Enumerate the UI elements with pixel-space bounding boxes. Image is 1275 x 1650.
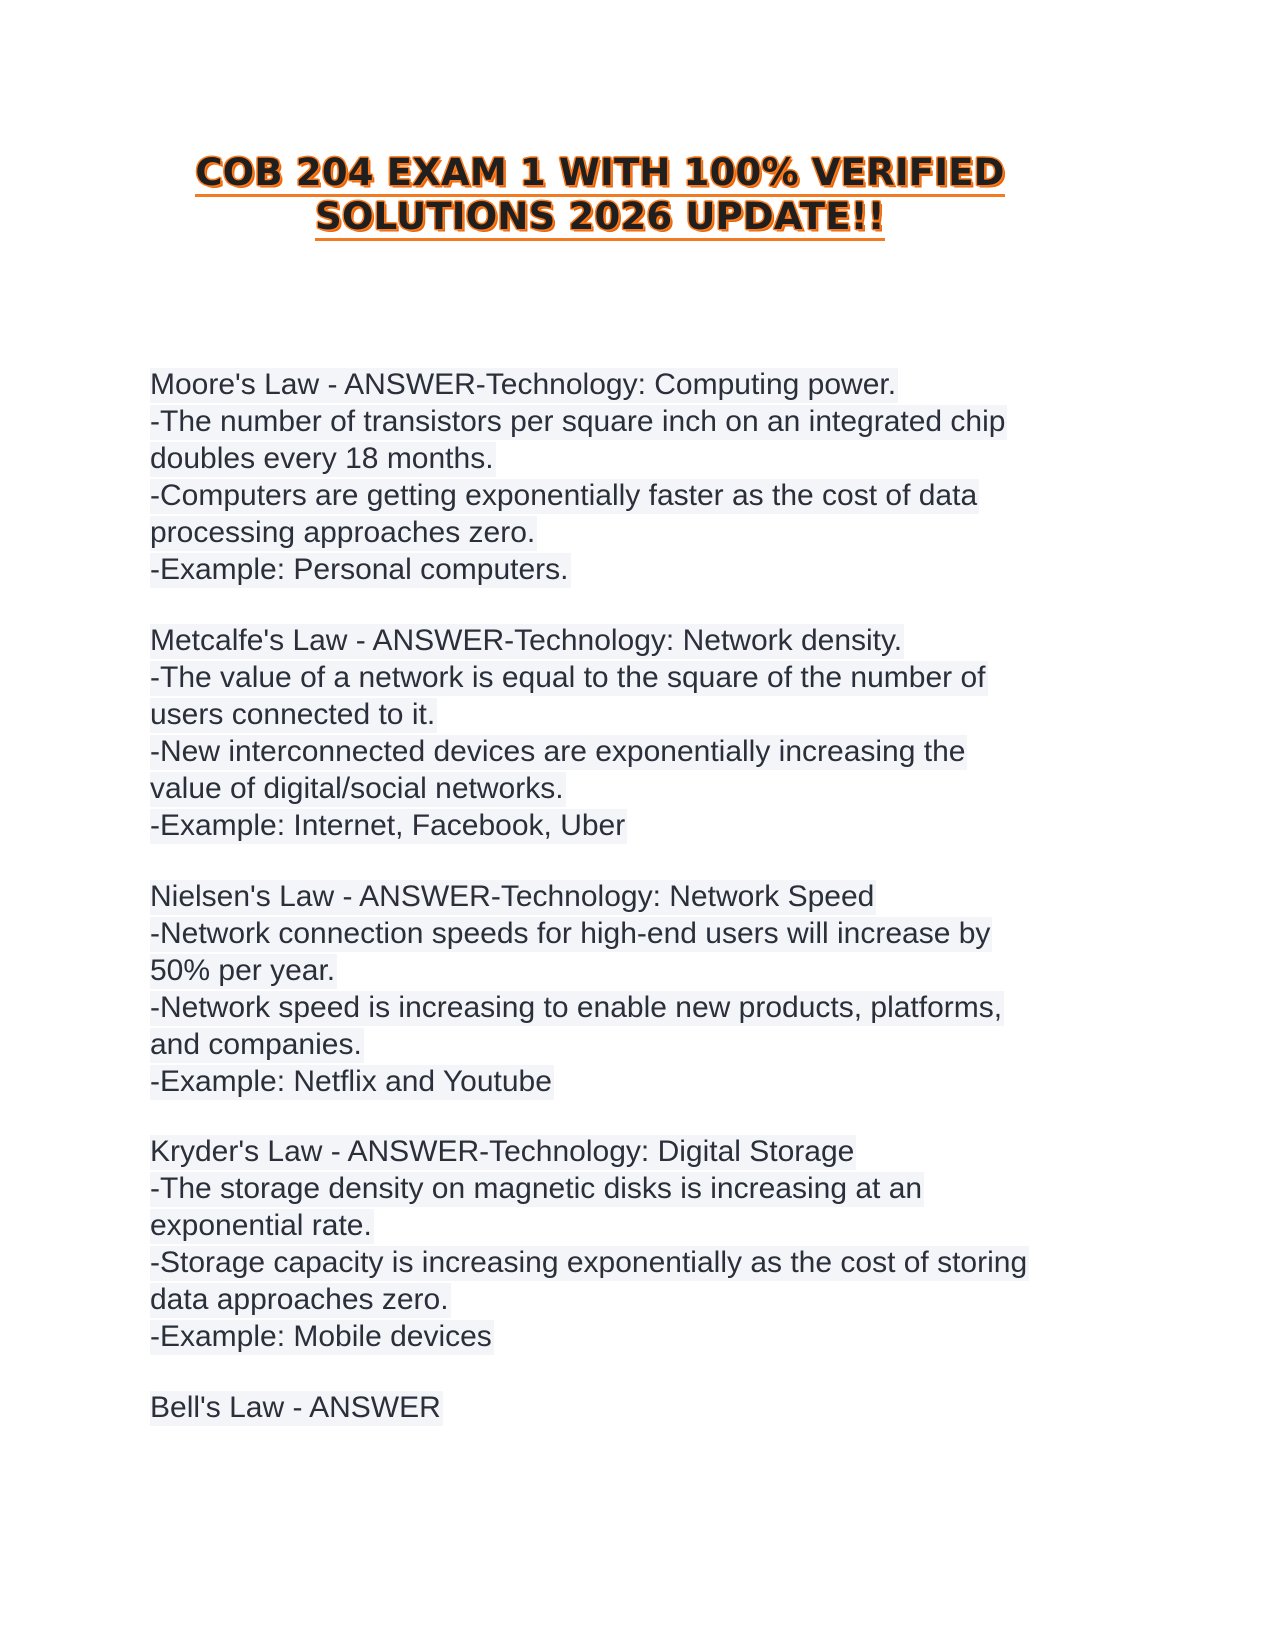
entry-line: -Example: Internet, Facebook, Uber bbox=[150, 809, 626, 842]
entry-line: exponential rate. bbox=[150, 1209, 372, 1242]
entry-line: -Example: Mobile devices bbox=[150, 1320, 492, 1353]
entry-line: 50% per year. bbox=[150, 954, 336, 987]
entry-metcalfes-law bbox=[150, 622, 1150, 844]
entry-line: -The storage density on magnetic disks is increasing at an bbox=[150, 1172, 923, 1205]
entry-line: -Network connection speeds for high-end users will increase by bbox=[150, 917, 991, 950]
entry-line: -Example: Netflix and Youtube bbox=[150, 1065, 552, 1098]
entry-line: -The number of transistors per square inch on an integrated chip bbox=[150, 405, 1006, 438]
document-title bbox=[0, 153, 1200, 241]
entry-line: processing approaches zero. bbox=[150, 516, 536, 549]
entry-line: -Computers are getting exponentially faster as the cost of data bbox=[150, 479, 978, 512]
entry-line: Nielsen's Law - ANSWER-Technology: Network Speed bbox=[150, 880, 875, 913]
entry-kryders-law bbox=[150, 1133, 1150, 1355]
entry-line: doubles every 18 months. bbox=[150, 442, 494, 475]
entry-nielsens-law bbox=[150, 878, 1150, 1100]
entry-line: -The value of a network is equal to the square of the number of bbox=[150, 661, 986, 694]
entry-line: value of digital/social networks. bbox=[150, 772, 564, 805]
entry-line: data approaches zero. bbox=[150, 1283, 449, 1316]
title-line-1: COB 204 EXAM 1 WITH 100% VERIFIED bbox=[195, 153, 1004, 197]
entry-line: Kryder's Law - ANSWER-Technology: Digital Storage bbox=[150, 1135, 855, 1168]
entry-line: -Network speed is increasing to enable new products, platforms, bbox=[150, 991, 1003, 1024]
entry-line: Metcalfe's Law - ANSWER-Technology: Network density. bbox=[150, 624, 903, 657]
entry-line: and companies. bbox=[150, 1028, 362, 1061]
entry-bells-law bbox=[150, 1389, 1150, 1426]
entry-line: -Storage capacity is increasing exponentially as the cost of storing bbox=[150, 1246, 1028, 1279]
entry-line: -Example: Personal computers. bbox=[150, 553, 569, 586]
entry-line: Bell's Law - ANSWER bbox=[150, 1391, 441, 1424]
entry-line: Moore's Law - ANSWER-Technology: Computing power. bbox=[150, 368, 897, 401]
entry-moores-law bbox=[150, 366, 1150, 588]
title-line-2: SOLUTIONS 2026 UPDATE!! bbox=[315, 197, 885, 241]
entry-line: users connected to it. bbox=[150, 698, 436, 731]
entry-line: -New interconnected devices are exponentially increasing the bbox=[150, 735, 966, 768]
